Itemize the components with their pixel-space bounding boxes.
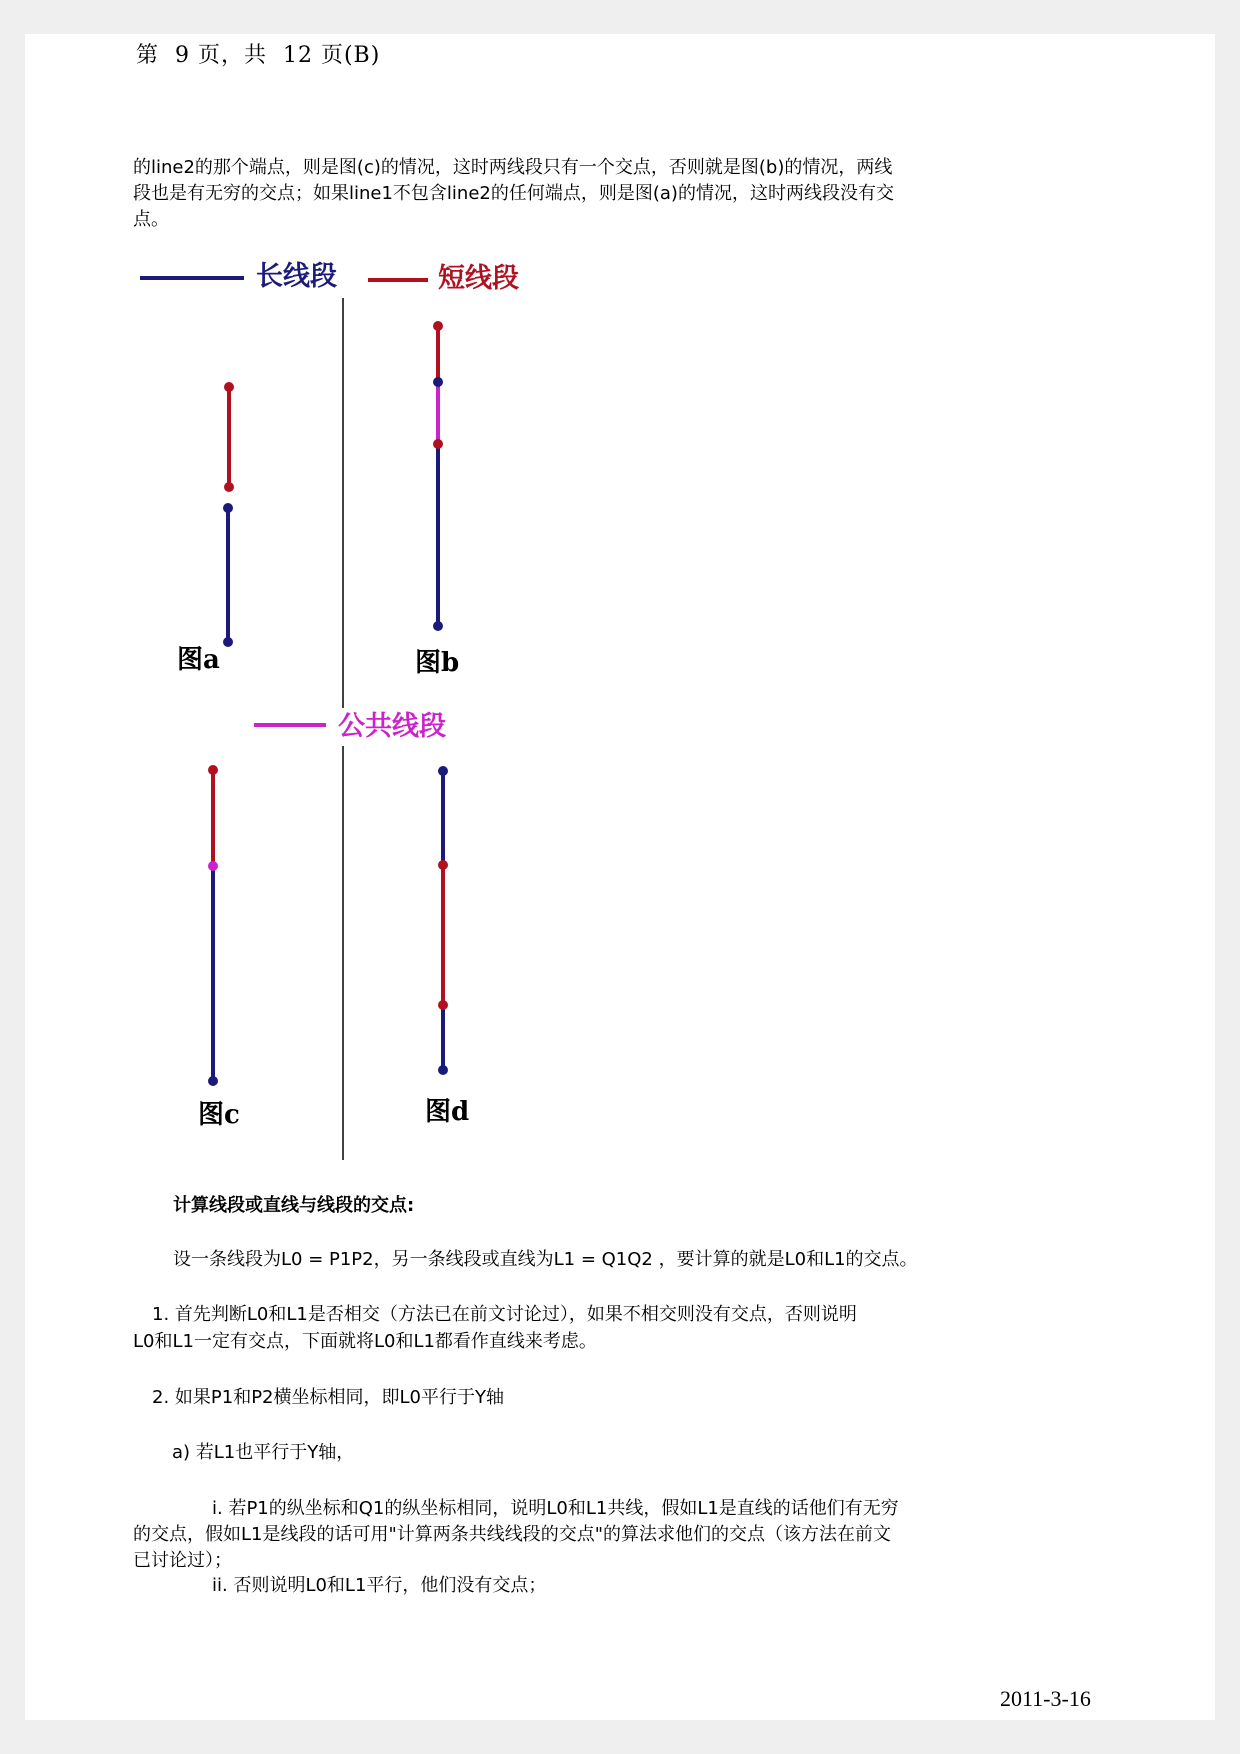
figure-c-label: 图c xyxy=(198,1100,240,1130)
step-2a-i-line-3: 已讨论过）； xyxy=(133,1550,232,1571)
step-1-line-2: L0和L1一定有交点，下面就将L0和L1都看作直线来考虑。 xyxy=(133,1331,597,1352)
step-2: 2. 如果P1和P2横坐标相同，即L0平行于Y轴 xyxy=(152,1387,504,1408)
intro-line-1: 的line2的那个端点，则是图(c)的情况，这时两线段只有一个交点，否则就是图(b)的情况，两线 xyxy=(133,157,893,178)
definition-paragraph: 设一条线段为L0 = P1P2，另一条线段或直线为L1 = Q1Q2 ，要计算的就是L0和L1的交点。 xyxy=(173,1249,918,1270)
step-2a-i-line-1: i. 若P1的纵坐标和Q1的纵坐标相同，说明L0和L1共线，假如L1是直线的话他们有无穷 xyxy=(212,1498,899,1519)
intro-line-2: 段也是有无穷的交点；如果line1不包含line2的任何端点，则是图(a)的情况，这时两线段没有交 xyxy=(133,183,894,204)
figure-a-label: 图a xyxy=(177,645,220,675)
legend-long-label: 长线段 xyxy=(256,261,337,292)
step-2a-ii: ii. 否则说明L0和L1平行，他们没有交点； xyxy=(212,1575,547,1596)
step-1-line-1: 1. 首先判断L0和L1是否相交（方法已在前文讨论过），如果不相交则没有交点，否则说明 xyxy=(152,1304,857,1325)
legend-short-label: 短线段 xyxy=(438,263,519,294)
intro-line-3: 点。 xyxy=(133,209,169,230)
figure-d-label: 图d xyxy=(425,1097,470,1127)
page-footer-date: 2011-3-16 xyxy=(1000,1686,1091,1711)
section-heading: 计算线段或直线与线段的交点: xyxy=(173,1195,415,1216)
page-header: 第 9 页，共 12 页(B) xyxy=(136,43,381,68)
step-2a-i-line-2: 的交点，假如L1是线段的话可用"计算两条共线线段的交点"的算法求他们的交点（该方法在前文 xyxy=(133,1524,892,1545)
intro-paragraph xyxy=(133,155,973,233)
figure-b-label: 图b xyxy=(415,648,460,678)
legend-common-label: 公共线段 xyxy=(338,711,446,742)
step-2a: a) 若L1也平行于Y轴， xyxy=(172,1442,355,1463)
page-sheet xyxy=(25,34,1215,1720)
